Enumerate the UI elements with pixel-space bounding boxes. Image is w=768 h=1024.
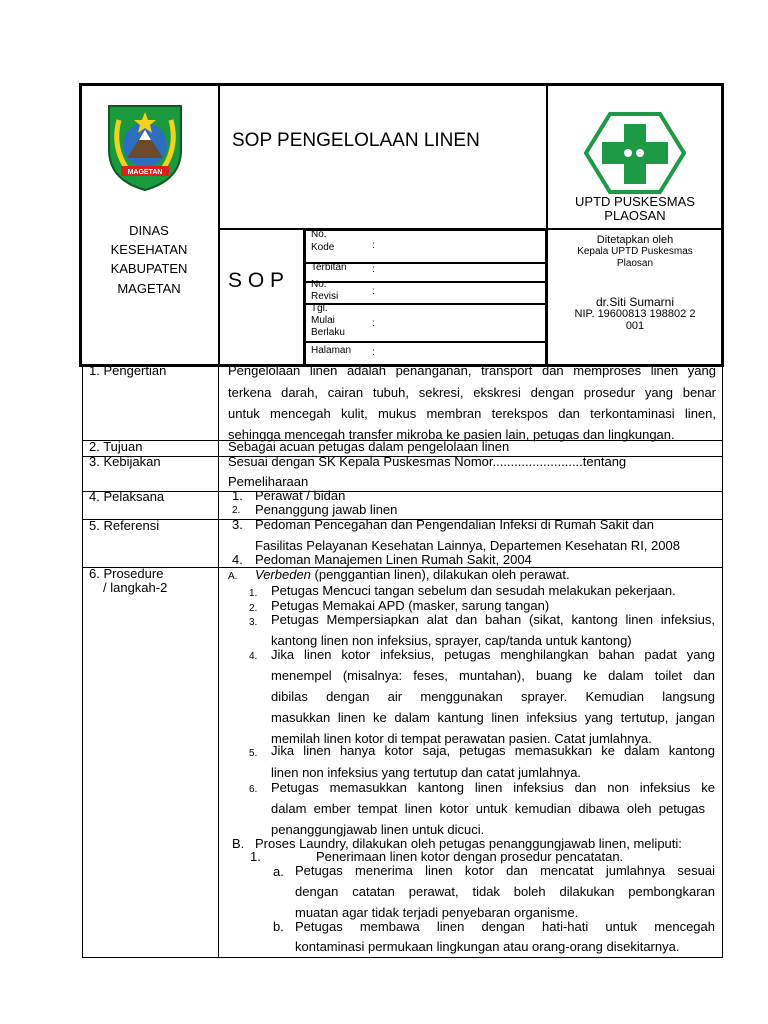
org-line-2: PLAOSAN <box>604 208 666 223</box>
pengertian-line-3: untuk mencegah kulit, mukus membran terekspos dan terkontaminasi linen, <box>228 406 716 421</box>
a-step-6-num: 6. <box>249 784 258 795</box>
table-bottom-border <box>82 957 723 958</box>
label-referensi: 5. Referensi <box>89 518 160 533</box>
referensi-num-4: 4. <box>232 552 243 567</box>
pelaksana-item-2: Penanggung jawab linen <box>255 502 398 517</box>
dinas-line-4: MAGETAN <box>117 281 181 296</box>
a-step-1-line-1: Petugas Mencuci tangan sebelum dan sesudah melakukan pekerjaan. <box>271 583 676 598</box>
prosedur-a-heading <box>255 567 570 582</box>
b-sub-text: Penerimaan linen kotor dengan prosedur pencatatan. <box>316 849 624 864</box>
a-step-4-line-3: dibilas dengan air menggunakan sprayer. Kemudian langsung <box>271 689 715 704</box>
a-step-5-line-1: Jika linen hanya kotor saja, petugas memasukkan ke dalam kantong <box>271 743 715 758</box>
kepala-line-1: Kepala UPTD Puskesmas <box>577 246 693 257</box>
label-tujuan: 2. Tujuan <box>89 439 143 454</box>
b-item-b-line-1: Petugas membawa linen dengan hati-hati untuk mencegah <box>295 919 715 934</box>
meta-revisi-label-2: Revisi <box>311 291 339 302</box>
prosedur-b-letter: B. <box>232 836 245 851</box>
dinas-line-1: DINAS <box>129 223 169 238</box>
pengertian-line-1: Pengelolaan linen adalah penanganan, transport dan memproses linen yang <box>228 363 716 378</box>
meta-terbitan-label: Terbitan <box>311 262 347 273</box>
page-title: SOP PENGELOLAAN LINEN <box>232 130 480 151</box>
a-step-6-line-3: penanggungjawab linen untuk dicuci. <box>271 822 485 837</box>
a-step-6-line-1: Petugas memasukkan kantong linen infeksius dan non infeksius ke <box>271 780 715 795</box>
pelaksana-item-1: Perawat / bidan <box>255 488 346 503</box>
a-step-4-num: 4. <box>249 651 258 662</box>
label-kebijakan: 3. Kebijakan <box>89 454 161 469</box>
pengertian-line-2: terkena darah, cairan tubuh, sekresi, ekskresi dengan prosedur yang benar <box>228 385 716 400</box>
b-item-b-letter: b. <box>273 919 284 934</box>
referensi-item-3-line-1: Pedoman Pencegahan dan Pengendalian Infeksi di Rumah Sakit dan <box>255 517 654 532</box>
b-sub-num: 1. <box>250 849 261 864</box>
label-prosedur-2: / langkah-2 <box>103 580 168 595</box>
meta-revisi-label-1: No. <box>311 279 327 290</box>
meta-row-kode <box>305 230 546 263</box>
referensi-num-3: 3. <box>232 517 243 532</box>
tujuan-text: Sebagai acuan petugas dalam pengelolaan linen <box>228 439 510 454</box>
meta-berlaku-label-1: Tgl. <box>311 303 328 314</box>
a-step-5-line-2: linen non infeksius yang tertutup dan catat jumlahnya. <box>271 765 582 780</box>
a-step-5-num: 5. <box>249 748 258 759</box>
label-pengertian: 1. Pengertian <box>89 363 167 378</box>
prosedur-a-rest: (penggantian linen), dilakukan oleh perawat. <box>310 567 570 582</box>
a-step-4-line-1: Jika linen kotor infeksius, petugas menghilangkan bahan padat yang <box>271 647 715 662</box>
magetan-logo <box>101 100 189 192</box>
header-divider-1 <box>218 85 220 367</box>
a-step-6-line-2: dalam ember tempat linen kotor untuk kemudian dibawa oleh petugas <box>271 801 705 816</box>
sop-label: S O P <box>228 269 285 292</box>
b-item-a-letter: a. <box>273 864 284 879</box>
a-step-3-line-2: kantong linen non infeksius, sprayer, cap/tanda untuk kantong) <box>271 633 632 648</box>
meta-halaman-colon: : <box>372 347 375 358</box>
meta-row-revisi <box>305 282 546 304</box>
pelaksana-num-1: 1. <box>232 488 243 503</box>
prosedur-b-heading: Proses Laundry, dilakukan oleh petugas penanggungjawab linen, meliputi: <box>255 836 682 851</box>
ditetapkan-oleh: Ditetapkan oleh <box>596 234 674 246</box>
pelaksana-num-2: 2. <box>232 505 241 516</box>
meta-terbitan-colon: : <box>372 264 375 275</box>
signatory-name: dr.Siti Sumarni <box>595 295 675 309</box>
a-step-1-num: 1. <box>249 588 258 599</box>
dinas-line-2: KESEHATAN <box>110 242 188 257</box>
b-item-a-line-1: Petugas menerima linen kotor dan mencatat jumlahnya sesuai <box>295 863 715 878</box>
meta-berlaku-label-2: Mulai <box>311 315 335 326</box>
meta-kode-label-1: No. <box>311 229 327 240</box>
a-step-4-line-4: masukkan linen ke dalam kantung linen infeksius yang tertutup, jangan <box>271 710 715 725</box>
referensi-item-4-line-1: Pedoman Manajemen Linen Rumah Sakit, 2004 <box>255 552 532 567</box>
kepala-line-2: Plaosan <box>616 258 654 269</box>
a-step-4-line-5: memilah linen kotor di tempat perawatan pasien. Catat jumlahnya. <box>271 731 652 746</box>
meta-berlaku-colon: : <box>372 318 375 329</box>
a-step-2-line-1: Petugas Memakai APD (masker, sarung tangan) <box>271 598 550 613</box>
b-item-b-line-2: kontaminasi permukaan lingkungan atau orang-orang disekitarnya. <box>295 939 680 954</box>
row-sep-3 <box>82 491 723 492</box>
org-line-1: UPTD PUSKESMAS <box>575 194 695 209</box>
label-prosedur-1: 6. Prosedure <box>89 566 164 581</box>
prosedur-a-italic: Verbeden <box>255 567 311 582</box>
meta-berlaku-label-3: Berlaku <box>311 327 345 338</box>
meta-kode-label-2: Kode <box>311 242 335 253</box>
nip-line-1: NIP. 19600813 198802 2 <box>574 308 696 320</box>
kebijakan-line-2: Pemeliharaan <box>228 474 309 489</box>
a-step-4-line-2: menempel (misalnya: feses, muntahan), buang ke dalam toilet dan <box>271 668 715 683</box>
pengertian-line-4: sehingga mencegah transfer mikroba ke pasien lain, petugas dan lingkungan. <box>228 427 675 442</box>
label-pelaksana: 4. Pelaksana <box>89 489 165 504</box>
dinas-line-3: KABUPATEN <box>110 261 188 276</box>
meta-kode-colon: : <box>372 240 375 251</box>
b-item-a-line-2: dengan catatan perawat, tidak boleh dilakukan pembongkaran <box>295 884 715 899</box>
nip-line-2: 001 <box>625 320 645 332</box>
b-item-a-line-3: muatan agar tidak terjadi penyebaran organisme. <box>295 905 579 920</box>
prosedur-a-letter: A. <box>228 571 238 582</box>
a-step-3-num: 3. <box>249 617 258 628</box>
right-mid-line <box>546 228 724 230</box>
kebijakan-line-1: Sesuai dengan SK Kepala Puskesmas Nomor.........................tentang <box>228 454 627 469</box>
puskesmas-logo <box>584 110 686 196</box>
referensi-item-3-line-2: Fasilitas Pelayanan Kesehatan Lainnya, Departemen Kesehatan RI, 2008 <box>255 538 680 553</box>
a-step-2-num: 2. <box>249 603 258 614</box>
meta-halaman-label: Halaman <box>311 345 352 356</box>
meta-revisi-colon: : <box>372 286 375 297</box>
logo-caption: MAGETAN <box>127 169 163 176</box>
a-step-3-line-1: Petugas Mempersiapkan alat dan bahan (sikat, kantong linen infeksius, <box>271 612 715 627</box>
